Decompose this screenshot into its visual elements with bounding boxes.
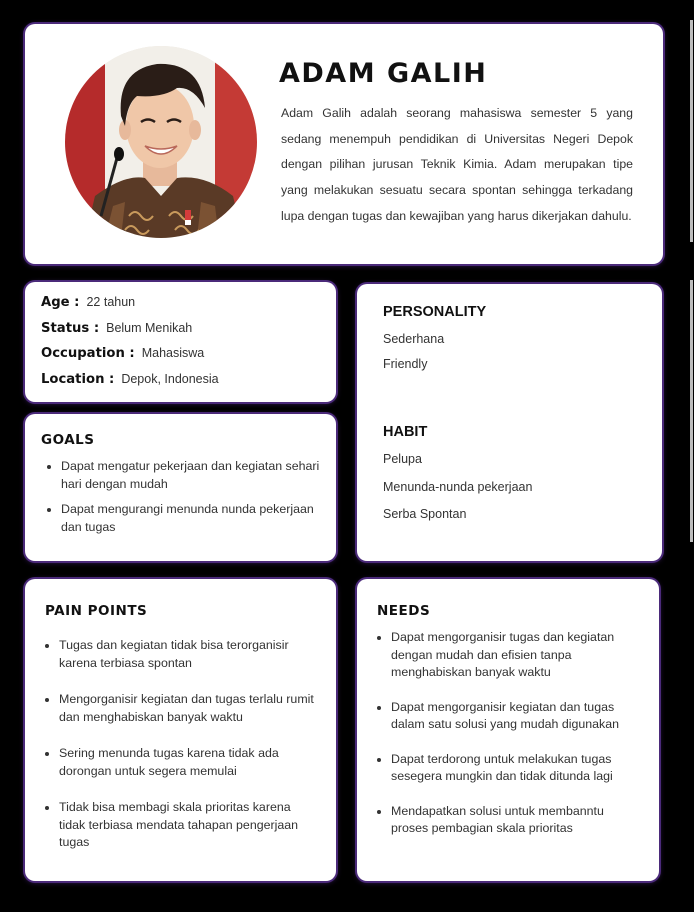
personality-title: PERSONALITY (383, 304, 487, 320)
avatar-photo (65, 46, 257, 238)
pain-points-title: PAIN POINTS (45, 603, 148, 619)
pain-points-list (45, 637, 314, 852)
occupation-value: Mahasiswa (141, 346, 205, 361)
occupation-row (41, 346, 336, 372)
needs-list (377, 629, 639, 838)
list-item: • Tugas dan kegiatan tidak bisa terorganisir karena terbiasa spontan (59, 637, 314, 672)
age-row (41, 295, 336, 321)
goals-card (25, 414, 336, 561)
location-label: Location : (41, 372, 115, 388)
personality-habit-card (357, 284, 662, 561)
goals-list (41, 458, 320, 536)
list-item: • Sering menunda tugas karena tidak ada dorongan untuk segera memulai (59, 745, 314, 780)
occupation-label: Occupation : (41, 346, 135, 362)
list-item: • Dapat mengorganisir tugas dan kegiatan dengan mudah dan efisien tanpa menghabiskan banyak waktu (391, 629, 639, 682)
list-item: Sederhana (383, 332, 445, 346)
profile-header-card (25, 24, 663, 264)
habit-list (383, 452, 662, 535)
habit-title: HABIT (383, 424, 428, 440)
list-item: • Tidak bisa membagi skala prioritas karena tidak terbiasa mendata tahapan pengerjaan tugas (59, 799, 314, 852)
list-item: • Dapat mengurangi menunda nunda pekerjaan dan tugas (61, 501, 320, 536)
list-item: • Dapat mengorganisir kegiatan dan tugas dalam satu solusi yang mudah digunakan (391, 699, 639, 734)
list-item: Friendly (383, 357, 428, 371)
list-item: • Mengorganisir kegiatan dan tugas terlalu rumit dan menghabiskan banyak waktu (59, 691, 314, 726)
list-item: • Mendapatkan solusi untuk membanntu proses pembagian skala prioritas (391, 803, 639, 838)
right-edge-line-top (690, 20, 693, 242)
list-item: Pelupa (383, 452, 422, 466)
persona-name: ADAM GALIH (279, 58, 488, 89)
age-value: 22 tahun (86, 295, 136, 309)
persona-bio: Adam Galih adalah seorang mahasiswa semester 5 yang sedang menempuh pendidikan di Universitas Negeri Depok dengan pilihan jurusan Teknik Kimia. Adam merupakan tipe yang melakukan sesuatu secara spontan sehingga terkadang lupa dengan tugas dan kewajiban yang harus dikerjakan dahulu. (281, 106, 633, 223)
needs-card (357, 579, 659, 881)
avatar (65, 46, 257, 238)
personality-list (383, 332, 662, 382)
pain-points-card (25, 579, 336, 881)
age-label: Age : (41, 295, 80, 310)
list-item: Serba Spontan (383, 507, 467, 521)
needs-title: NEEDS (377, 603, 431, 619)
location-value: Depok, Indonesia (121, 372, 219, 387)
status-label: Status : (41, 320, 100, 336)
list-item: Menunda-nunda pekerjaan (383, 479, 533, 494)
right-edge-line-bottom (690, 280, 693, 542)
demographics-card (25, 282, 336, 402)
location-row (41, 372, 336, 398)
goals-title: GOALS (41, 432, 95, 448)
list-item: • Dapat terdorong untuk melakukan tugas sesegera mungkin dan tidak ditunda lagi (391, 751, 639, 786)
list-item: • Dapat mengatur pekerjaan dan kegiatan sehari hari dengan mudah (61, 458, 320, 493)
status-value: Belum Menikah (106, 320, 193, 335)
status-row (41, 321, 336, 347)
